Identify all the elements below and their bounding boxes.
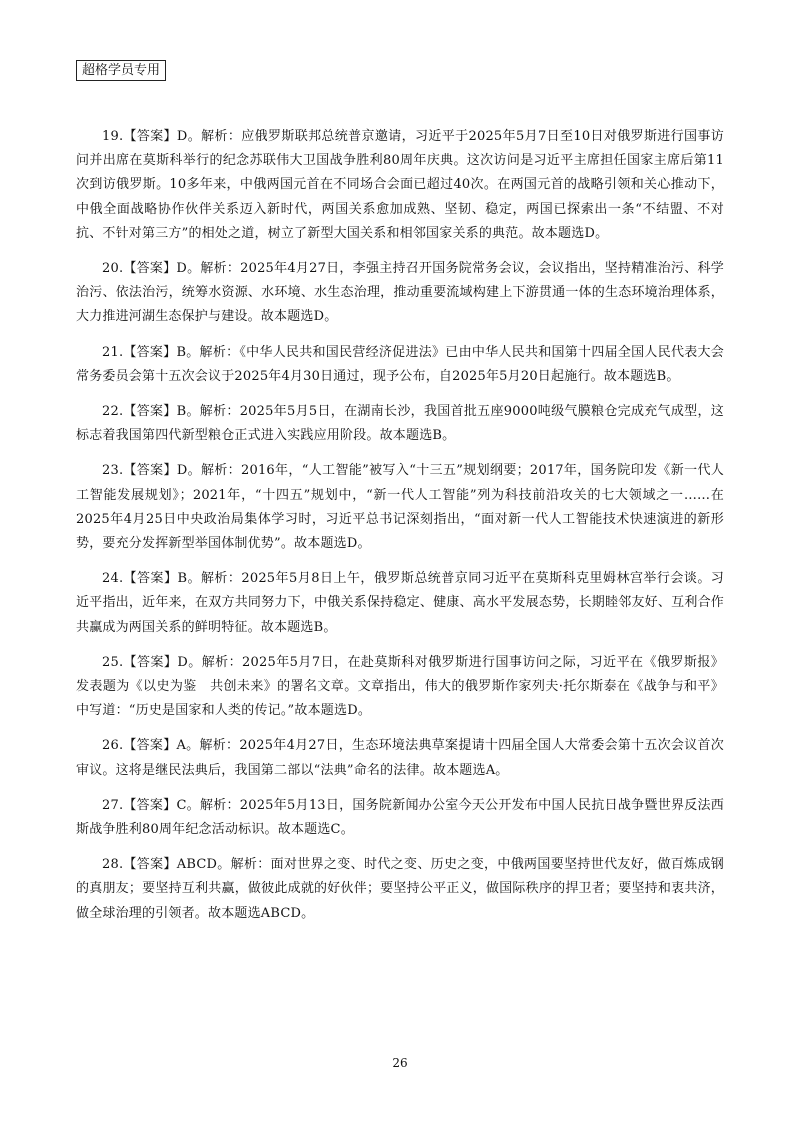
answer-19: 19.【答案】D。解析：应俄罗斯联邦总统普京邀请，习近平于2025年5月7日至10日对俄罗斯进行国事访问并出席在莫斯科举行的纪念苏联伟大卫国战争胜利80周年庆典。这次访问是习近平主席担任国家主席后第11次到访俄罗斯。10多年来，中俄两国元首在不同场合会面已超过40次。在两国元首的战略引领和关心推动下，中俄全面战略协作伙伴关系迈入新时代，两国关系愈加成熟、坚韧、稳定，两国已探索出一条“不结盟、不对抗、不针对第三方”的相处之道，树立了新型大国关系和相邻国家关系的典范。故本题选D。 [76,129,724,241]
answer-list [76,125,724,937]
answer-21: 21.【答案】B。解析：《中华人民共和国民营经济促进法》已由中华人民共和国第十四届全国人民代表大会常务委员会第十五次会议于2025年4月30日通过，现予公布，自2025年5月20日起施行。故本题选B。 [76,344,724,384]
answer-24: 24.【答案】B。解析：2025年5月8日上午，俄罗斯总统普京同习近平在莫斯科克里姆林宫举行会谈。习近平指出，近年来，在双方共同努力下，中俄关系保持稳定、健康、高水平发展态势，长期睦邻友好、互利合作共赢成为两国关系的鲜明特征。故本题选B。 [76,571,724,635]
answer-23: 23.【答案】D。解析：2016年，“人工智能”被写入“十三五”规划纲要；2017年，国务院印发《新一代人工智能发展规划》；2021年，“十四五”规划中，“新一代人工智能”列为科技前沿攻关的七大领域之一……在2025年4月25日中央政治局集体学习时，习近平总书记深刻指出，“面对新一代人工智能技术快速演进的新形势，要充分发挥新型举国体制优势”。故本题选D。 [76,463,724,552]
header-tag: 超格学员专用 [76,60,166,81]
answer-27: 27.【答案】C。解析：2025年5月13日，国务院新闻办公室今天公开发布中国人民抗日战争暨世界反法西斯战争胜利80周年纪念活动标识。故本题选C。 [76,797,724,838]
answer-25: 25.【答案】D。解析：2025年5月7日，在赴莫斯科对俄罗斯进行国事访问之际，习近平在《俄罗斯报》发表题为《以史为鉴 共创未来》的署名文章。文章指出，伟大的俄罗斯作家列夫·托尔斯泰在《战争与和平》中写道：“历史是国家和人类的传记。”故本题选D。 [76,654,724,719]
answer-20: 20.【答案】D。解析：2025年4月27日，李强主持召开国务院常务会议，会议指出，坚持精准治污、科学治污、依法治污，统筹水资源、水环境、水生态治理，推动重要流域构建上下游贯通一体的生态环境治理体系，大力推进河湖生态保护与建设。故本题选D。 [76,261,724,325]
page-number: 26 [392,1056,408,1070]
answer-26: 26.【答案】A。解析：2025年4月27日，生态环境法典草案提请十四届全国人大常委会第十五次会议首次审议。这将是继民法典后，我国第二部以“法典”命名的法律。故本题选A。 [76,738,724,778]
answer-22: 22.【答案】B。解析：2025年5月5日，在湖南长沙，我国首批五座9000吨级气膜粮仓完成充气成型，这标志着我国第四代新型粮仓正式进入实践应用阶段。故本题选B。 [76,404,724,444]
answer-28: 28.【答案】ABCD。解析：面对世界之变、时代之变、历史之变，中俄两国要坚持世代友好，做百炼成钢的真朋友；要坚持互利共赢，做彼此成就的好伙伴；要坚持公平正义，做国际秩序的捍卫者；要坚持和衷共济，做全球治理的引领者。故本题选ABCD。 [76,857,724,921]
